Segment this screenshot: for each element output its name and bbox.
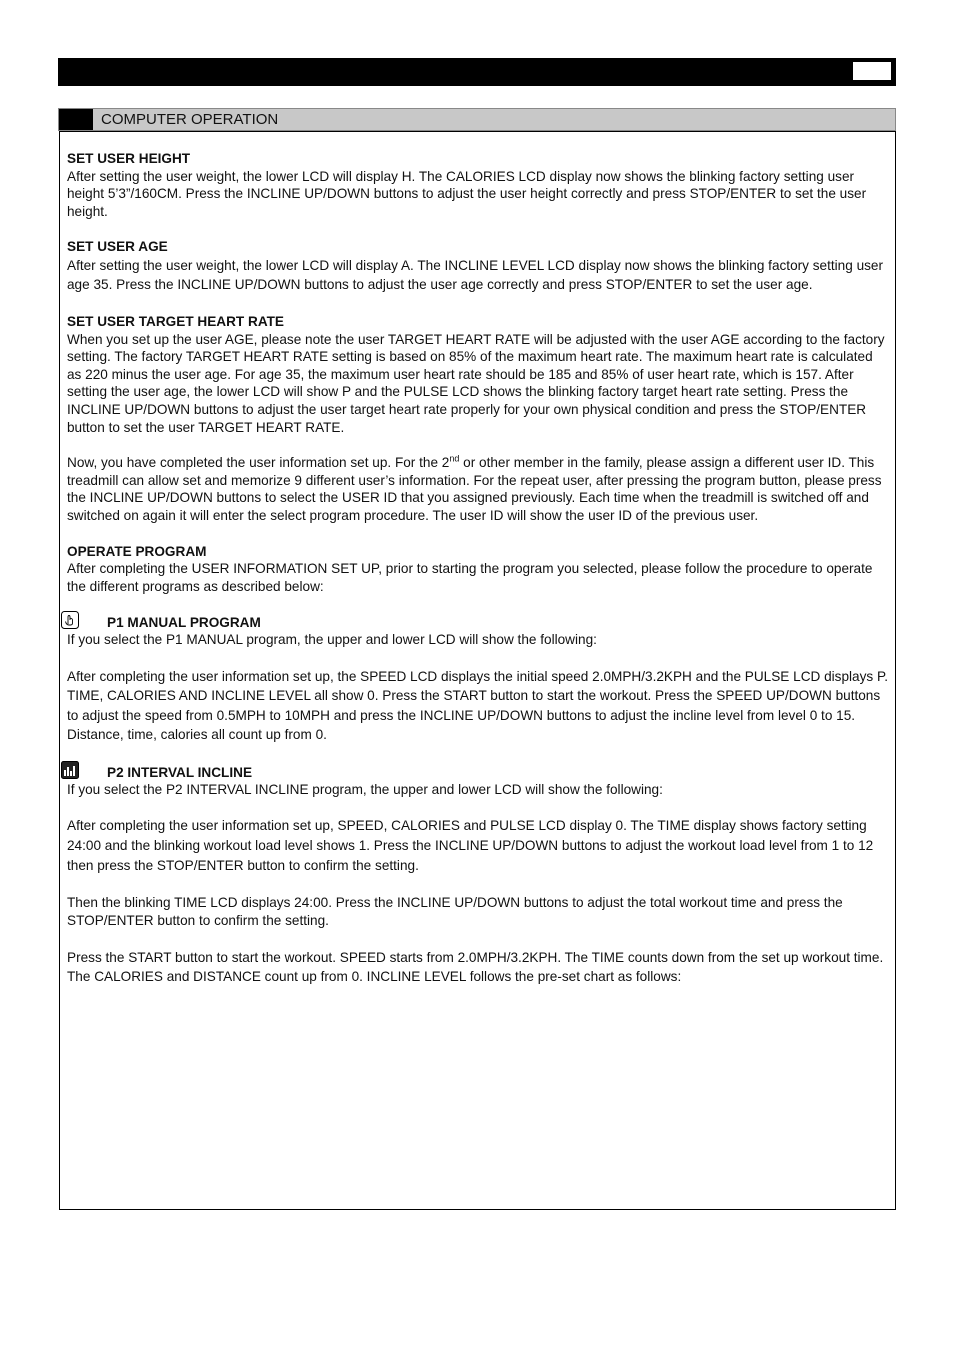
p1-intro: If you select the P1 MANUAL program, the upper and lower LCD will show the following: (67, 632, 597, 648)
section-title: COMPUTER OPERATION (101, 111, 279, 128)
member-text-a: Now, you have completed the user information set up. For the 2 (67, 455, 450, 471)
member-paragraph (67, 454, 889, 524)
p2-intro: If you select the P2 INTERVAL INCLINE program, the upper and lower LCD will show the following: (67, 781, 663, 797)
section-header (58, 108, 896, 131)
section-header-block (59, 109, 93, 130)
p1-text: After completing the user information set up, the SPEED LCD displays the initial speed 2.0MPH/3.2KPH and the PULSE LCD displays P. TIME, CALORIES AND INCLINE LEVEL all show 0. Press the START button to start the workout. Press the SPEED UP/DOWN buttons to adjust the speed from 0.5MPH to 10MPH and press the INCLINE UP/DOWN buttons to adjust the incline level from level 0 to 15. Distance, time, calories all count up from 0. (67, 668, 889, 743)
set-age-heading: SET USER AGE (67, 239, 168, 255)
p2-text-1: After completing the user information set up, SPEED, CALORIES and PULSE LCD display 0. The TIME display shows factory setting 24:00 and the blinking workout load level shows 1. Press the INCLINE UP/DOWN buttons to adjust the workout load level from 1 to 12 then press the STOP/ENTER button to confirm the setting. (67, 818, 874, 874)
content-body (67, 150, 889, 986)
operate-program-text: After completing the USER INFORMATION SET UP, prior to starting the program you selected, please follow the procedure to operate the different programs as described below: (67, 561, 873, 594)
member-text-b: or other member in the family, please assign a different user ID. This treadmill can allow set and memorize 9 different user’s information. For the repeat user, after pressing the program button, please press the INCLINE UP/DOWN buttons to select the USER ID that you assigned previously. Each time when the treadmill is switched off and switched on again it will enter the select program procedure. The user ID will show the user ID of the previous user. (67, 455, 882, 523)
set-target-hr-heading: SET USER TARGET HEART RATE (67, 313, 285, 329)
p1-heading: P1 MANUAL PROGRAM (107, 615, 261, 631)
set-height-heading: SET USER HEIGHT (67, 151, 191, 166)
p2-text-2: Then the blinking TIME LCD displays 24:00. Press the INCLINE UP/DOWN buttons to adjust the total workout time and press the STOP/ENTER button to confirm the setting. (67, 895, 843, 929)
set-height-text: After setting the user weight, the lower LCD will display H. The CALORIES LCD display now shows the blinking factory setting user height 5’3”/160CM. Press the INCLINE UP/DOWN buttons to adjust the user height correctly and press STOP/ENTER to set the user height. (67, 168, 867, 219)
p2-heading-row (67, 763, 889, 781)
hand-icon (61, 611, 79, 629)
p2-text-3: Press the START button to start the workout. SPEED starts from 2.0MPH/3.2KPH. The TIME counts down from the set up workout time. The CALORIES and DISTANCE count up from 0. INCLINE LEVEL follows the pre-set chart as follows: (67, 949, 884, 984)
p2-heading: P2 INTERVAL INCLINE (107, 764, 253, 780)
interval-chart-icon (61, 761, 79, 779)
set-age-text: After setting the user weight, the lower LCD will display A. The INCLINE LEVEL LCD display now shows the blinking factory setting user age 35. Press the INCLINE UP/DOWN buttons to adjust the user age correctly and press STOP/ENTER to set the user age. (67, 257, 884, 293)
page-number-box (852, 61, 892, 81)
member-text-sup: nd (449, 453, 460, 464)
p1-heading-row (67, 613, 889, 631)
operate-program-heading: OPERATE PROGRAM (67, 543, 207, 559)
top-header-bar (58, 58, 896, 86)
set-target-hr-text: When you set up the user AGE, please note the user TARGET HEART RATE will be adjusted with the user AGE according to the factory setting. The factory TARGET HEART RATE setting is based on 85% of the maximum heart rate. The maximum heart rate is calculated as 220 minus the user age. For age 35, the maximum user heart rate should be 185 and 85% of user heart rate, which is 157. After setting the user age, the lower LCD will show P and the PULSE LCD shows the blinking factory target heart rate setting. Press the INCLINE UP/DOWN buttons to adjust the user target heart rate properly for your own physical condition and press the STOP/ENTER button to set the user TARGET HEART RATE. (67, 331, 885, 435)
